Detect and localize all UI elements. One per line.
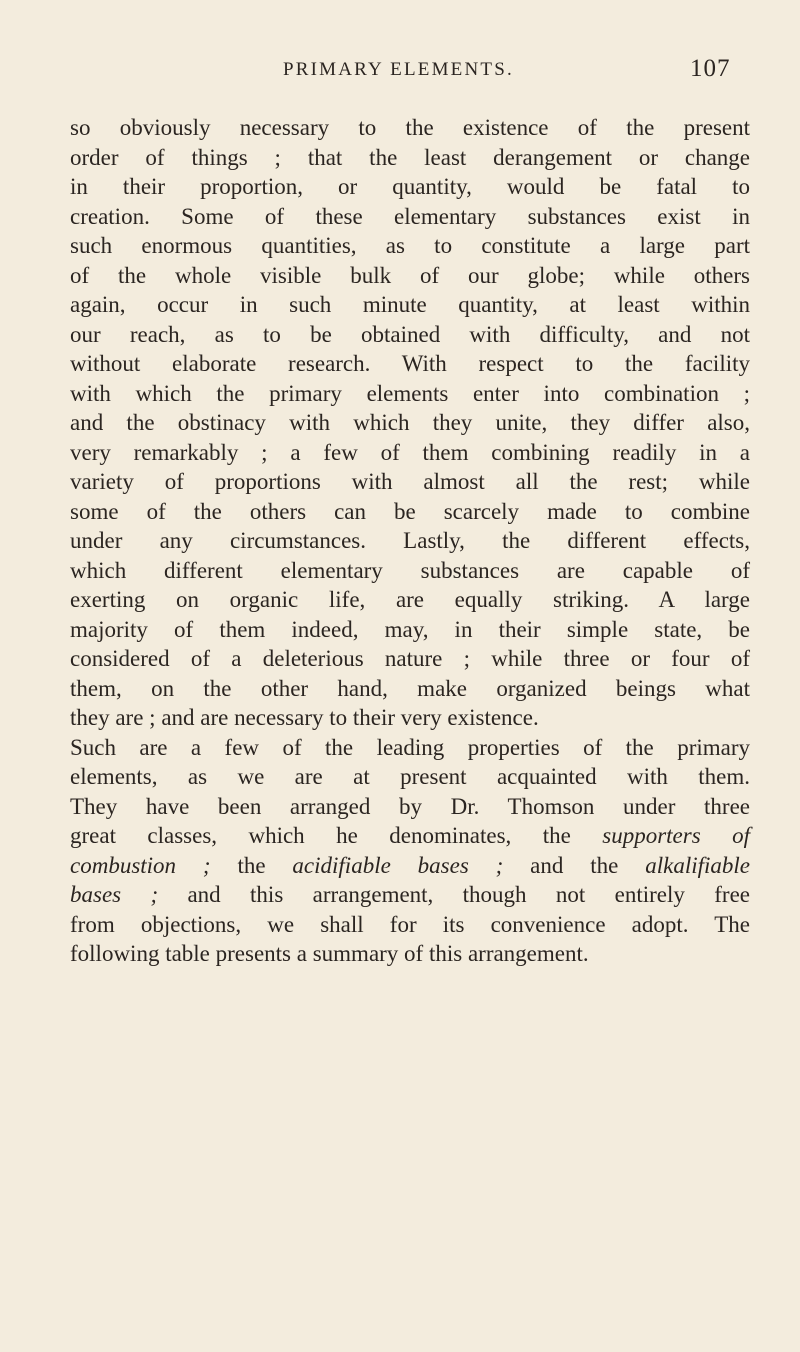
text-line: of the whole visible bulk of our globe; while others (70, 262, 750, 288)
text-line: in their proportion, or quantity, would be fatal to (70, 174, 750, 199)
text-line: bases ; and this arrangement, though not entirely free (70, 882, 750, 907)
text-line: with which the primary elements enter into combination ; (70, 380, 750, 406)
text-line: Such are a few of the leading properties of the primary (70, 734, 750, 760)
text-line: again, occur in such minute quantity, at least within (70, 292, 750, 317)
italic-term: supporters of (602, 823, 750, 848)
text-line: some of the others can be scarcely made to combine (70, 498, 750, 524)
body-paragraph (70, 113, 750, 969)
text-line: them, on the other hand, make organized beings what (70, 675, 750, 701)
text-line: they are ; and are necessary to their very existence. (70, 705, 539, 730)
text-line: and the obstinacy with which they unite, they differ also, (70, 410, 750, 435)
text-line: order of things ; that the least derangement or change (70, 144, 750, 170)
italic-term: combustion ; (70, 852, 211, 878)
text-line: elements, as we are at present acquainted with them. (70, 764, 750, 789)
text-line: great classes, which he denominates, the supporters of (70, 823, 750, 848)
text-line: considered of a deleterious nature ; while three or four of (70, 646, 750, 671)
text-line: variety of proportions with almost all the rest; while (70, 469, 750, 494)
text-line: majority of them indeed, may, in their simple state, be (70, 616, 750, 642)
text-line: from objections, we shall for its convenience adopt. The (70, 911, 750, 937)
text-line: combustion ; the acidifiable bases ; and the alkalifiable (70, 852, 750, 878)
text-line: without elaborate research. With respect to the facility (70, 351, 750, 376)
text-line: under any circumstances. Lastly, the different effects, (70, 528, 750, 553)
text-line: such enormous quantities, as to constitute a large part (70, 233, 750, 258)
running-title: PRIMARY ELEMENTS. (283, 59, 514, 80)
text-line: following table presents a summary of this arrangement. (70, 941, 589, 966)
text-line: so obviously necessary to the existence of the present (70, 115, 750, 140)
text-line: They have been arranged by Dr. Thomson under three (70, 793, 750, 819)
text-line: very remarkably ; a few of them combining readily in a (70, 439, 750, 465)
italic-term: acidifiable bases ; (292, 852, 504, 878)
text-line: our reach, as to be obtained with difficulty, and not (70, 321, 750, 347)
text-line: creation. Some of these elementary substances exist in (70, 203, 750, 229)
italic-term: alkalifiable (645, 852, 750, 878)
italic-term: bases ; (70, 882, 159, 907)
text-line: exerting on organic life, are equally striking. A large (70, 587, 750, 612)
text-line: which different elementary substances are capable of (70, 557, 750, 583)
page-number: 107 (690, 55, 731, 82)
